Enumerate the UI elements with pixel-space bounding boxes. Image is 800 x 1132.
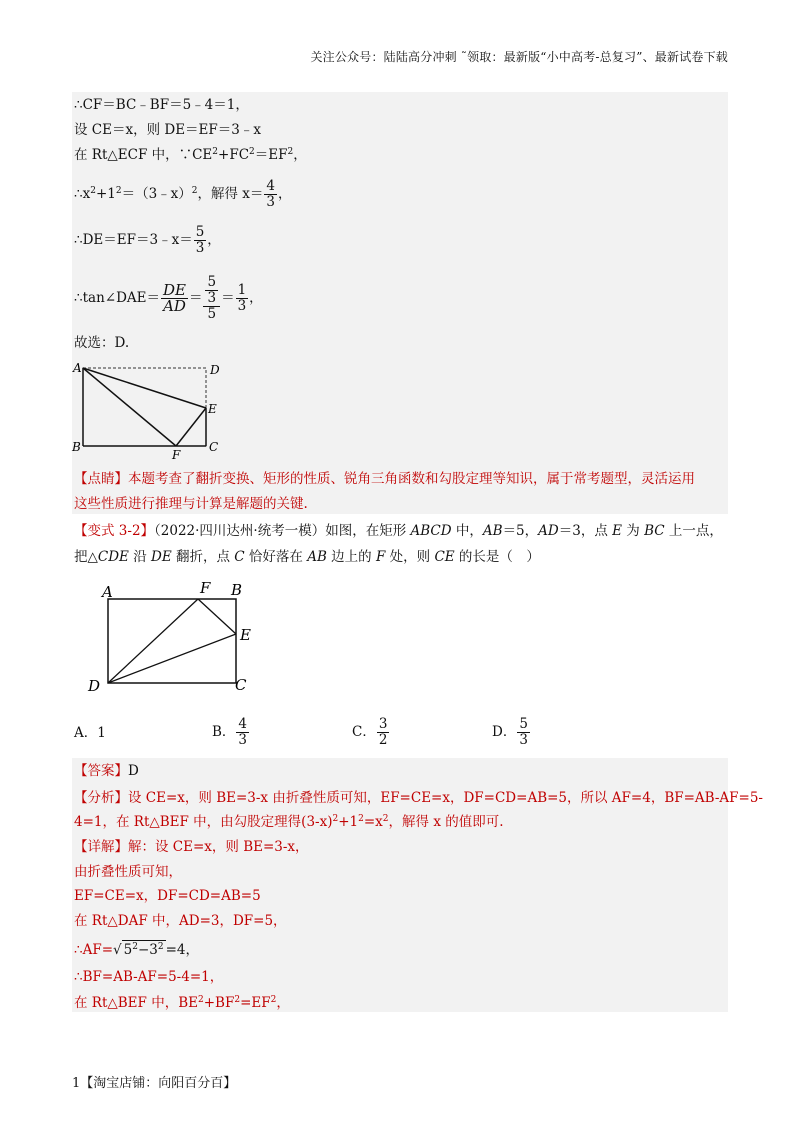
sup: 2 <box>191 186 198 196</box>
solution-line-6 <box>74 268 263 328</box>
s4d: ，解得 x＝ <box>197 186 264 202</box>
sup: 2 <box>287 147 294 157</box>
fig1-label-c: C <box>209 440 219 454</box>
answer-tag: 【答案】 <box>74 763 128 779</box>
detail-line-5: ∴AF=√ $5^2-3^2 =4$， <box>74 942 200 958</box>
fig1-label-b: B <box>72 440 81 454</box>
fig2-label-a: A <box>102 583 113 601</box>
figure-2 <box>84 578 264 698</box>
fraction: $\frac{5}{3}$ <box>519 716 528 748</box>
fig1-label-d: D <box>210 363 220 377</box>
compound-fraction: $\frac{\frac{5}{3}}{5}$ <box>203 275 220 322</box>
s4a: ∴x <box>74 186 91 202</box>
problem-tag: 【变式 3-2】 <box>74 523 155 539</box>
s5e: ， <box>207 232 221 248</box>
fig1-label-f: F <box>172 448 181 460</box>
detail-tag: 【详解】 <box>74 839 128 855</box>
eq: ＝ <box>188 290 203 306</box>
fig2-label-f: F <box>200 579 211 597</box>
s3d: ， <box>293 147 307 163</box>
fraction: $\frac{3}{2}$ <box>378 716 388 748</box>
s3c: ＝EF <box>254 147 288 163</box>
sup: 2 <box>249 147 255 157</box>
sup: 2 <box>115 186 122 196</box>
answer-value: D <box>128 763 139 779</box>
option-c[interactable]: C． $\frac{3}{2}$ <box>352 716 388 748</box>
fig2-label-b: B <box>231 581 243 599</box>
eq: ＝ <box>221 290 235 306</box>
s3a: 在 Rt△ECF 中，∵CE <box>74 147 213 163</box>
solution-line-5 <box>74 222 221 258</box>
detail-line-1: 【详解】解：设 CE=x，则 BE=3-x， <box>74 839 309 855</box>
fig2-label-d: D <box>88 677 101 695</box>
option-b[interactable]: B． $\frac{4}{3}$ <box>212 716 248 748</box>
comment-line-2: 这些性质进行推理与计算是解题的关键. <box>74 496 308 512</box>
fig2-label-c: C <box>235 676 247 694</box>
detail-line-2: 由折叠性质可知， <box>74 864 182 880</box>
solution-choice: 故选：D. <box>74 335 130 351</box>
solution-line-1: ∴CF＝BC﹣BF＝5﹣4＝1， <box>74 97 249 113</box>
fraction: $\frac{4}{3}$ <box>266 178 276 210</box>
fig1-label-e: E <box>208 402 217 416</box>
option-d[interactable]: D． $\frac{5}{3}$ <box>492 716 528 748</box>
page-footer: 1【淘宝店铺：向阳百分百】 <box>72 1076 237 1091</box>
analysis-line-1: 【分析】设 CE=x，则 BE=3-x 由折叠性质可知，EF=CE=x，DF=CD=AB=5，所以 AF=4，BF=AB-AF=5- <box>74 790 763 806</box>
option-a[interactable]: A．1 <box>74 725 106 741</box>
analysis-tag: 【分析】 <box>74 790 128 806</box>
comment-text: 本题考查了翻折变换、矩形的性质、锐角三角函数和勾股定理等知识，属于常考题型，灵活运用 <box>128 471 695 487</box>
solution-line-4 <box>74 176 292 212</box>
s5a: ∴DE＝EF＝3﹣x＝ <box>74 232 193 248</box>
solution-line-2: 设 CE＝x，则 DE＝EF＝3﹣x <box>74 122 261 138</box>
s3b: +FC <box>218 147 250 163</box>
fraction: $\frac{DE}{AD}$ <box>163 281 186 315</box>
comment-tag: 【点睛】 <box>74 471 128 487</box>
page-header: 关注公众号：陆陆高分冲刺 ˜领取：最新版“小中高考-总复习”、最新试卷下载 <box>310 50 728 64</box>
problem-line-2: 把△CDE 沿 DE 翻折，点 C 恰好落在 AB 边上的 F 处，则 CE 的长是（ ） <box>74 549 540 565</box>
s4e: ， <box>278 186 292 202</box>
figure-1 <box>68 360 228 460</box>
problem-line-1: 【变式 3-2】（2022·四川达州·统考一模）如图，在矩形 ABCD 中，AB＝5，AD＝3，点 E 为 BC 上一点， <box>74 523 723 539</box>
detail-line-6: ∴BF=AB-AF=5-4=1， <box>74 969 224 985</box>
fraction: $\frac{4}{3}$ <box>238 716 248 748</box>
s4c: ＝（3﹣x） <box>121 186 192 202</box>
fig2-label-e: E <box>240 626 251 644</box>
sup: 2 <box>212 147 219 157</box>
comment-line-1 <box>74 470 695 488</box>
analysis-line-2: 4=1，在 Rt△BEF 中，由勾股定理得$(3-x)^2+1^2=x^2$，解得 x 的值即可. <box>74 814 504 830</box>
solution-line-3 <box>74 146 307 164</box>
answer-line <box>74 762 139 780</box>
sup: 2 <box>90 186 96 196</box>
detail-line-3: EF=CE=x，DF=CD=AB=5 <box>74 888 261 904</box>
fraction: $\frac{5}{3}$ <box>195 224 205 256</box>
fraction: $\frac{1}{3}$ <box>237 282 247 314</box>
detail-line-7: 在 Rt△BEF 中，$BE^2+BF^2=EF^2$， <box>74 995 290 1011</box>
s4b: +1 <box>95 186 116 202</box>
detail-line-4: 在 Rt△DAF 中，AD=3，DF=5， <box>74 913 287 929</box>
s6a: ∴tan∠DAE＝ <box>74 290 160 306</box>
s6e: ， <box>249 290 263 306</box>
fig1-label-a: A <box>73 361 82 375</box>
